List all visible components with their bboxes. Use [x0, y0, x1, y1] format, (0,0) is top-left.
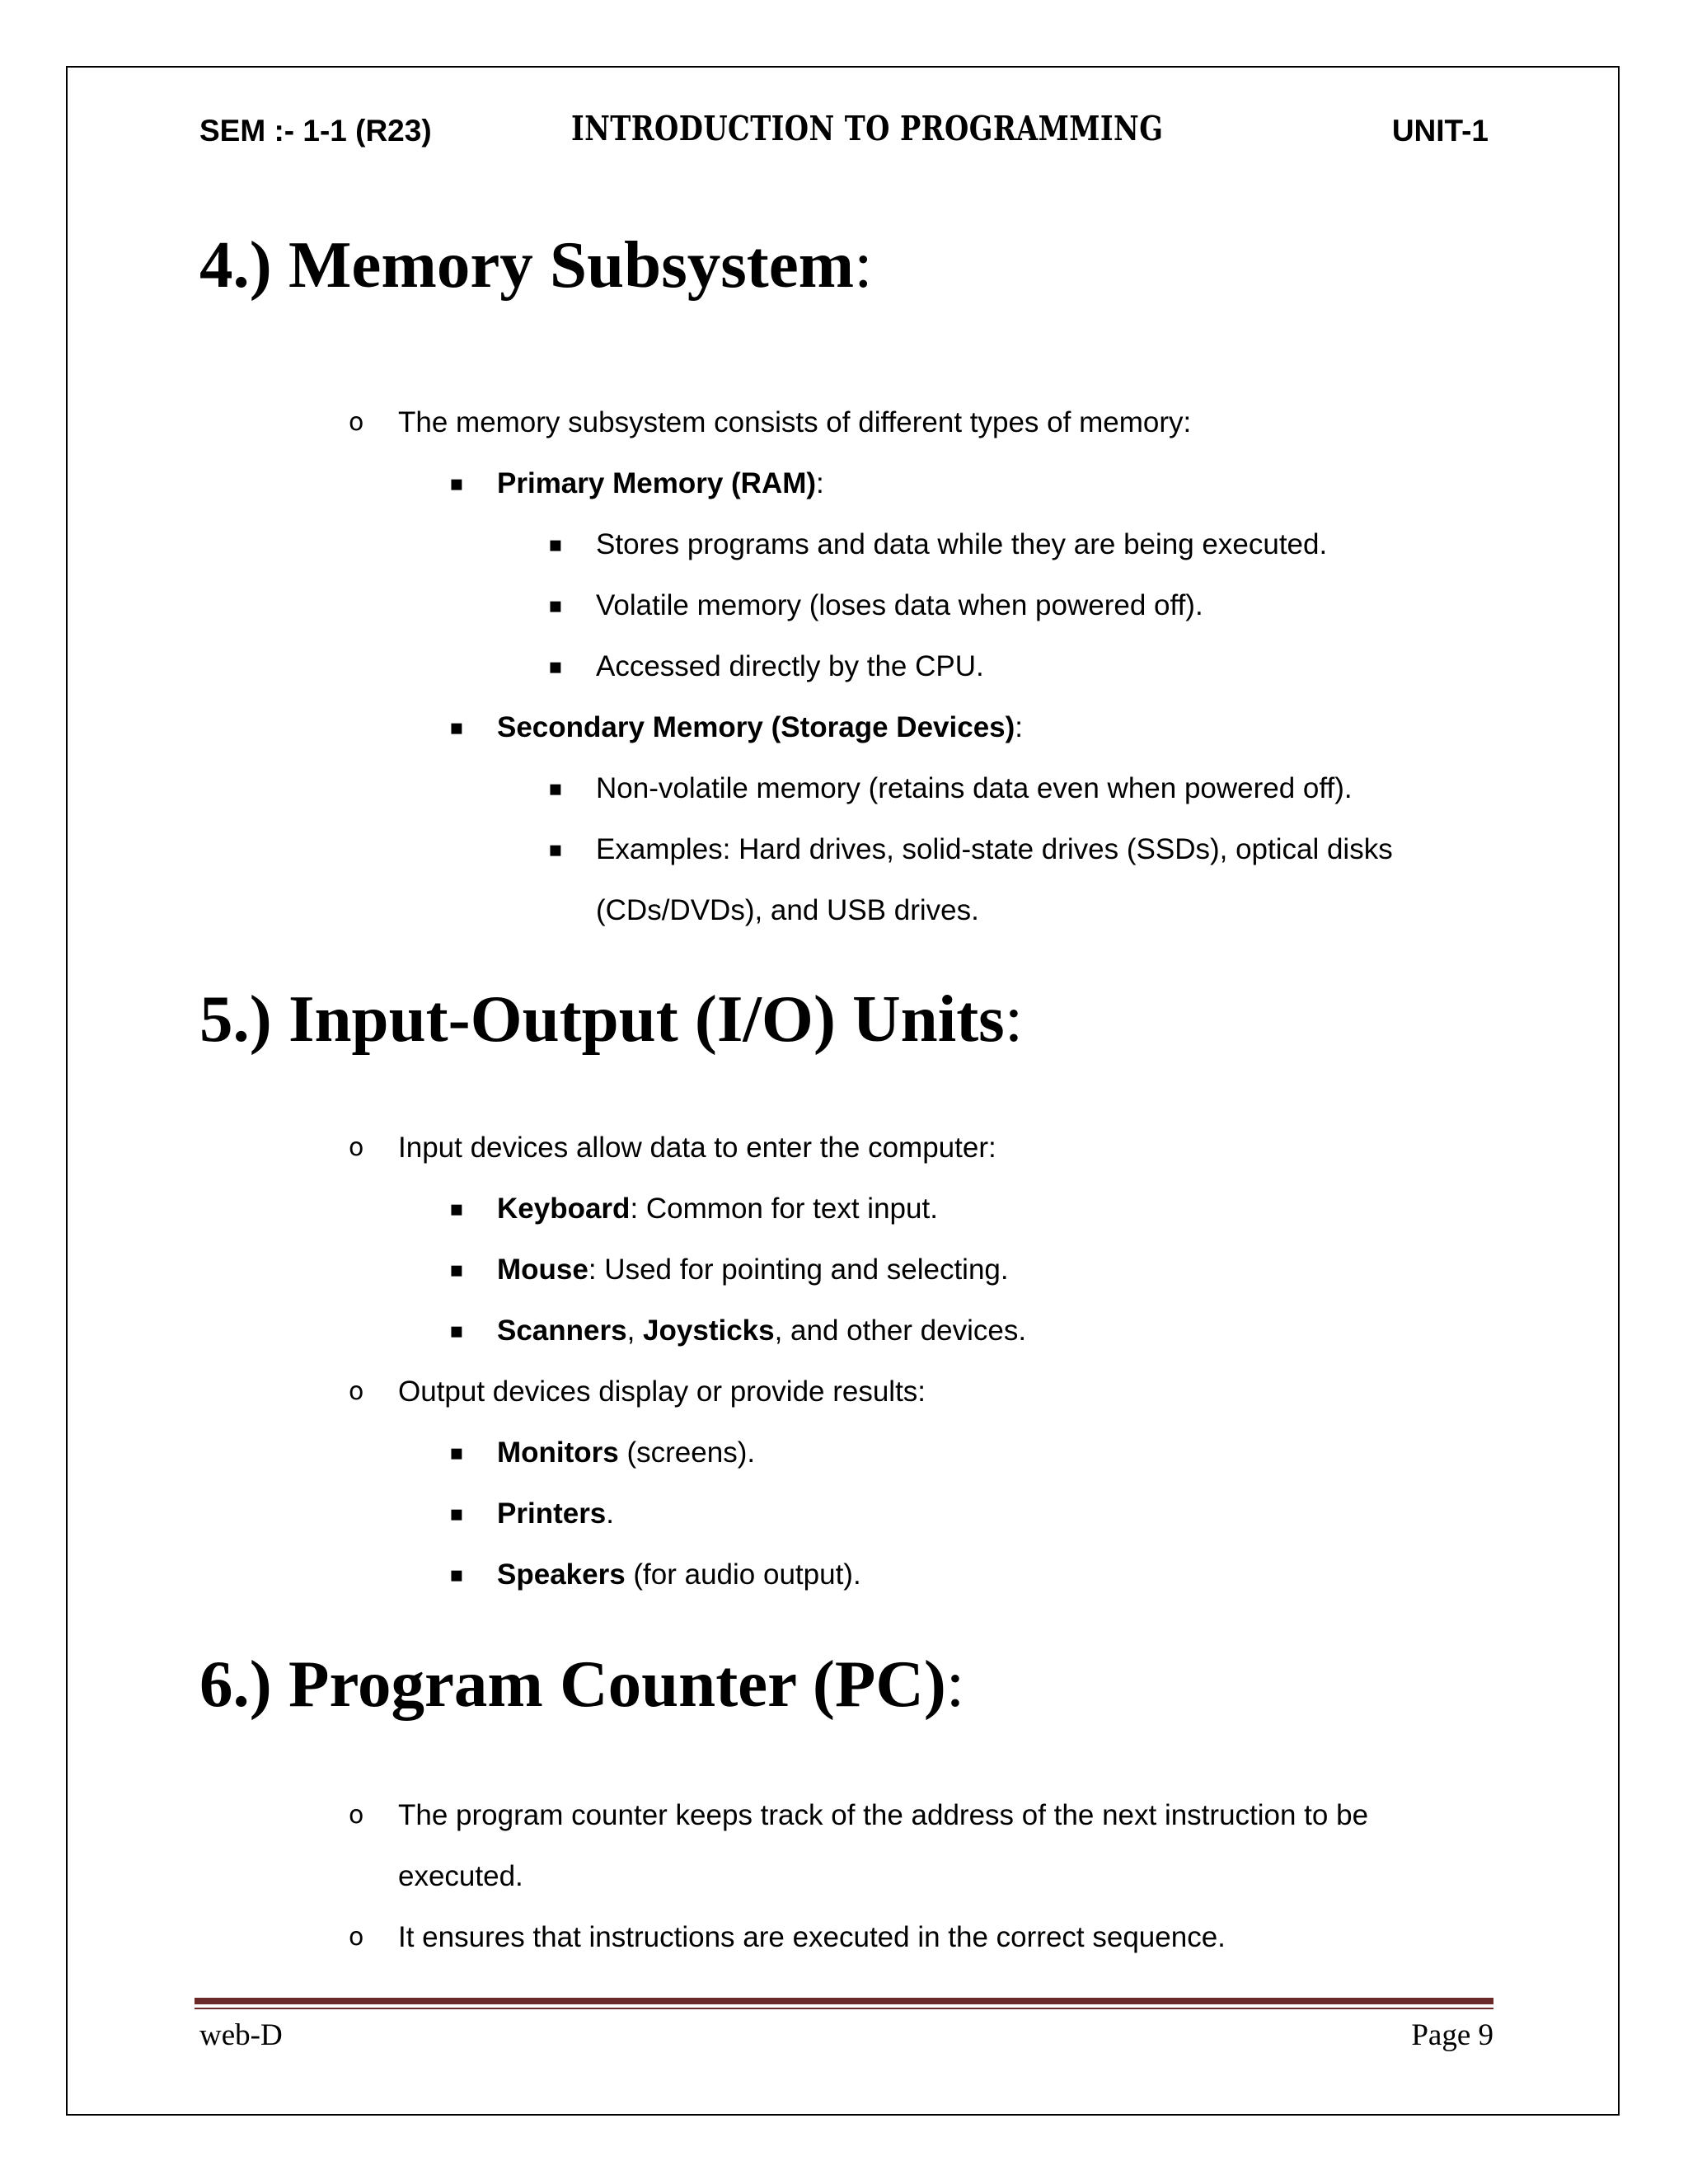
square-bullet-icon: ▪ — [449, 471, 464, 496]
header-semester: SEM :- 1-1 (R23) — [199, 114, 432, 148]
list-item: ▪ Stores programs and data while they are being executed. — [596, 514, 1327, 575]
header-title: INTRODUCTION TO PROGRAMMING — [571, 109, 1164, 148]
footer-left-text: web-D — [199, 2018, 283, 2052]
list-item: o Output devices display or provide results: — [398, 1361, 926, 1422]
list-item: ▪ Primary Memory (RAM): — [497, 453, 824, 514]
square-bullet-icon: ▪ — [449, 1319, 464, 1343]
footer-divider-thin — [195, 2008, 1493, 2009]
list-item: ▪ Accessed directly by the CPU. — [596, 636, 984, 697]
page-number: Page 9 — [1411, 2018, 1493, 2052]
circle-bullet-icon: o — [349, 1923, 364, 1952]
square-bullet-icon: ▪ — [548, 776, 563, 801]
square-bullet-icon: ▪ — [548, 837, 563, 862]
square-bullet-icon: ▪ — [449, 715, 464, 740]
section-heading-memory-subsystem: 4.) Memory Subsystem: — [199, 227, 873, 302]
list-item-continuation: (CDs/DVDs), and USB drives. — [596, 894, 979, 926]
list-item: ▪ Monitors (screens). — [497, 1422, 755, 1483]
square-bullet-icon: ▪ — [548, 654, 563, 679]
header-unit: UNIT-1 — [1391, 114, 1489, 148]
list-item: o Input devices allow data to enter the computer: — [398, 1118, 996, 1179]
list-item-continuation: executed. — [398, 1860, 523, 1892]
list-item: o The memory subsystem consists of different types of memory: — [398, 392, 1191, 453]
section-heading-io-units: 5.) Input-Output (I/O) Units: — [199, 982, 1024, 1056]
footer-divider — [195, 1998, 1493, 2004]
list-item: ▪ Printers. — [497, 1483, 614, 1544]
square-bullet-icon: ▪ — [449, 1441, 464, 1465]
square-bullet-icon: ▪ — [449, 1563, 464, 1587]
list-item: ▪ Mouse: Used for pointing and selecting. — [497, 1240, 1009, 1301]
circle-bullet-icon: o — [349, 1377, 364, 1406]
square-bullet-icon: ▪ — [449, 1502, 464, 1526]
list-item: ▪ Secondary Memory (Storage Devices): — [497, 697, 1023, 758]
circle-bullet-icon: o — [349, 1133, 364, 1162]
square-bullet-icon: ▪ — [548, 532, 563, 557]
list-item: ▪ Volatile memory (loses data when powered off). — [596, 575, 1203, 636]
list-item: ▪ Keyboard: Common for text input. — [497, 1179, 938, 1240]
circle-bullet-icon: o — [349, 408, 364, 437]
circle-bullet-icon: o — [349, 1801, 364, 1830]
list-item: ▪ Scanners, Joysticks, and other devices. — [497, 1301, 1026, 1361]
square-bullet-icon: ▪ — [449, 1258, 464, 1282]
list-item: o The program counter keeps track of the address of the next instruction to be — [398, 1785, 1368, 1846]
square-bullet-icon: ▪ — [548, 593, 563, 618]
list-item: ▪ Speakers (for audio output). — [497, 1544, 861, 1605]
list-item: ▪ Non-volatile memory (retains data even when powered off). — [596, 758, 1353, 819]
list-item: o It ensures that instructions are executed in the correct sequence. — [398, 1907, 1226, 1968]
section-heading-program-counter: 6.) Program Counter (PC): — [199, 1647, 965, 1721]
list-item: ▪ Examples: Hard drives, solid-state drives (SSDs), optical disks — [596, 819, 1393, 880]
square-bullet-icon: ▪ — [449, 1197, 464, 1221]
